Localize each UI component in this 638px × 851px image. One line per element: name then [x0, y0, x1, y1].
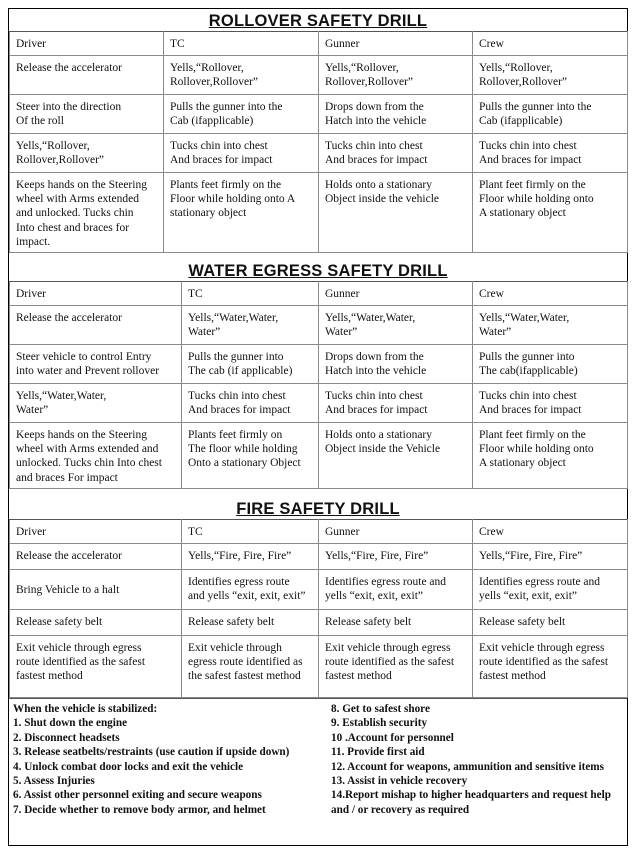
step-item: 4. Unlock combat door locks and exit the vehicle [13, 760, 244, 773]
header-driver: Driver [10, 520, 182, 544]
cell-crew: Plant feet firmly on the Floor while holding onto A stationary object [473, 173, 628, 253]
cell-tc: Tucks chin into chest And braces for impact [164, 134, 319, 173]
header-tc: TC [182, 282, 319, 306]
cell-gunner: Exit vehicle through egress route identified as the safest fastest method [319, 636, 473, 698]
header-crew: Crew [473, 282, 628, 306]
steps-left-column [13, 702, 331, 817]
step-item: and / or recovery as required [331, 803, 470, 816]
table-row [10, 570, 628, 610]
table-header-row [10, 32, 628, 56]
cell-gunner: Yells,“Fire, Fire, Fire” [319, 544, 473, 570]
cell-crew: Exit vehicle through egress route identified as the safest fastest method [473, 636, 628, 698]
table-row [10, 173, 628, 253]
post-stabilization-steps [9, 698, 627, 817]
step-item: 3. Release seatbelts/restraints (use caution if upside down) [13, 746, 290, 759]
cell-gunner: Drops down from the Hatch into the vehicle [319, 345, 473, 384]
cell-gunner: Tucks chin into chest And braces for impact [319, 134, 473, 173]
water-egress-drill-title: WATER EGRESS SAFETY DRILL [188, 262, 448, 281]
table-row [10, 306, 628, 345]
cell-gunner: Yells,“Rollover, Rollover,Rollover” [319, 56, 473, 95]
cell-driver: Yells,“Water,Water, Water” [10, 384, 182, 423]
cell-gunner: Yells,“Water,Water, Water” [319, 306, 473, 345]
cell-driver: Steer into the direction Of the roll [10, 95, 164, 134]
table-row [10, 134, 628, 173]
header-driver: Driver [10, 32, 164, 56]
cell-tc: Plants feet firmly on the Floor while holding onto A stationary object [164, 173, 319, 253]
header-gunner: Gunner [319, 282, 473, 306]
fire-drill-table [9, 519, 628, 698]
cell-tc: Yells,“Water,Water, Water” [182, 306, 319, 345]
header-crew: Crew [473, 520, 628, 544]
header-crew: Crew [473, 32, 628, 56]
cell-crew: Release safety belt [473, 610, 628, 636]
cell-tc: Exit vehicle through egress route identified as the safest fastest method [182, 636, 319, 698]
step-item: 1. Shut down the engine [13, 717, 128, 730]
cell-driver: Exit vehicle through egress route identified as the safest fastest method [10, 636, 182, 698]
cell-driver: Release the accelerator [10, 544, 182, 570]
cell-driver: Release safety belt [10, 610, 182, 636]
cell-gunner: Drops down from the Hatch into the vehicle [319, 95, 473, 134]
step-item: 11. Provide first aid [331, 746, 425, 759]
header-tc: TC [164, 32, 319, 56]
cell-crew: Identifies egress route and yells “exit, exit, exit” [473, 570, 628, 610]
table-row [10, 345, 628, 384]
cell-tc: Plants feet firmly on The floor while holding Onto a stationary Object [182, 423, 319, 489]
step-item: 12. Account for weapons, ammunition and sensitive items [331, 760, 604, 773]
cell-gunner: Identifies egress route and yells “exit, exit, exit” [319, 570, 473, 610]
table-row [10, 95, 628, 134]
cell-crew: Yells,“Rollover, Rollover,Rollover” [473, 56, 628, 95]
cell-tc: Identifies egress route and yells “exit, exit, exit” [182, 570, 319, 610]
steps-heading: When the vehicle is stabilized: [13, 703, 158, 716]
table-row [10, 636, 628, 698]
table-row [10, 544, 628, 570]
cell-gunner: Tucks chin into chest And braces for impact [319, 384, 473, 423]
table-row [10, 56, 628, 95]
step-item: 9. Establish security [331, 717, 428, 730]
cell-tc: Yells,“Fire, Fire, Fire” [182, 544, 319, 570]
step-item: 5. Assess Injuries [13, 775, 95, 788]
cell-gunner: Holds onto a stationary Object inside the vehicle [319, 173, 473, 253]
cell-driver: Bring Vehicle to a halt [10, 570, 182, 610]
table-row [10, 423, 628, 489]
cell-driver: Release the accelerator [10, 306, 182, 345]
cell-tc: Tucks chin into chest And braces for impact [182, 384, 319, 423]
cell-gunner: Release safety belt [319, 610, 473, 636]
step-item: 13. Assist in vehicle recovery [331, 775, 468, 788]
cell-crew: Plant feet firmly on the Floor while holding onto A stationary object [473, 423, 628, 489]
cell-driver: Release the accelerator [10, 56, 164, 95]
cell-tc: Pulls the gunner into the Cab (ifapplicable) [164, 95, 319, 134]
cell-driver: Keeps hands on the Steering wheel with Arms extended and unlocked. Tucks chin Into chest and braces For impact [10, 423, 182, 489]
fire-drill-title: FIRE SAFETY DRILL [236, 500, 400, 519]
cell-tc: Pulls the gunner into The cab (if applicable) [182, 345, 319, 384]
step-item: 10 .Account for personnel [331, 731, 454, 744]
step-item: 8. Get to safest shore [331, 703, 430, 716]
safety-drill-card [8, 8, 628, 846]
steps-right-column [331, 702, 627, 817]
step-item: 14.Report mishap to higher headquarters and request help [331, 789, 611, 802]
cell-tc: Release safety belt [182, 610, 319, 636]
rollover-drill-table [9, 31, 628, 253]
header-tc: TC [182, 520, 319, 544]
step-item: 7. Decide whether to remove body armor, and helmet [13, 803, 266, 816]
cell-crew: Yells,“Fire, Fire, Fire” [473, 544, 628, 570]
cell-tc: Yells,“Rollover, Rollover,Rollover” [164, 56, 319, 95]
header-gunner: Gunner [319, 520, 473, 544]
cell-crew: Pulls the gunner into The cab(ifapplicable) [473, 345, 628, 384]
cell-crew: Yells,“Water,Water, Water” [473, 306, 628, 345]
cell-crew: Tucks chin into chest And braces for impact [473, 134, 628, 173]
water-egress-drill-table [9, 281, 628, 489]
cell-crew: Pulls the gunner into the Cab (ifapplicable) [473, 95, 628, 134]
table-row [10, 384, 628, 423]
header-driver: Driver [10, 282, 182, 306]
rollover-drill-title: ROLLOVER SAFETY DRILL [208, 12, 428, 30]
cell-driver: Yells,“Rollover, Rollover,Rollover” [10, 134, 164, 173]
table-header-row [10, 520, 628, 544]
cell-driver: Keeps hands on the Steering wheel with Arms extended and unlocked. Tucks chin Into chest and braces for impact. [10, 173, 164, 253]
table-row [10, 610, 628, 636]
table-header-row [10, 282, 628, 306]
cell-driver: Steer vehicle to control Entry into water and Prevent rollover [10, 345, 182, 384]
cell-crew: Tucks chin into chest And braces for impact [473, 384, 628, 423]
cell-gunner: Holds onto a stationary Object inside the Vehicle [319, 423, 473, 489]
step-item: 6. Assist other personnel exiting and secure weapons [13, 789, 262, 802]
step-item: 2. Disconnect headsets [13, 731, 120, 744]
header-gunner: Gunner [319, 32, 473, 56]
